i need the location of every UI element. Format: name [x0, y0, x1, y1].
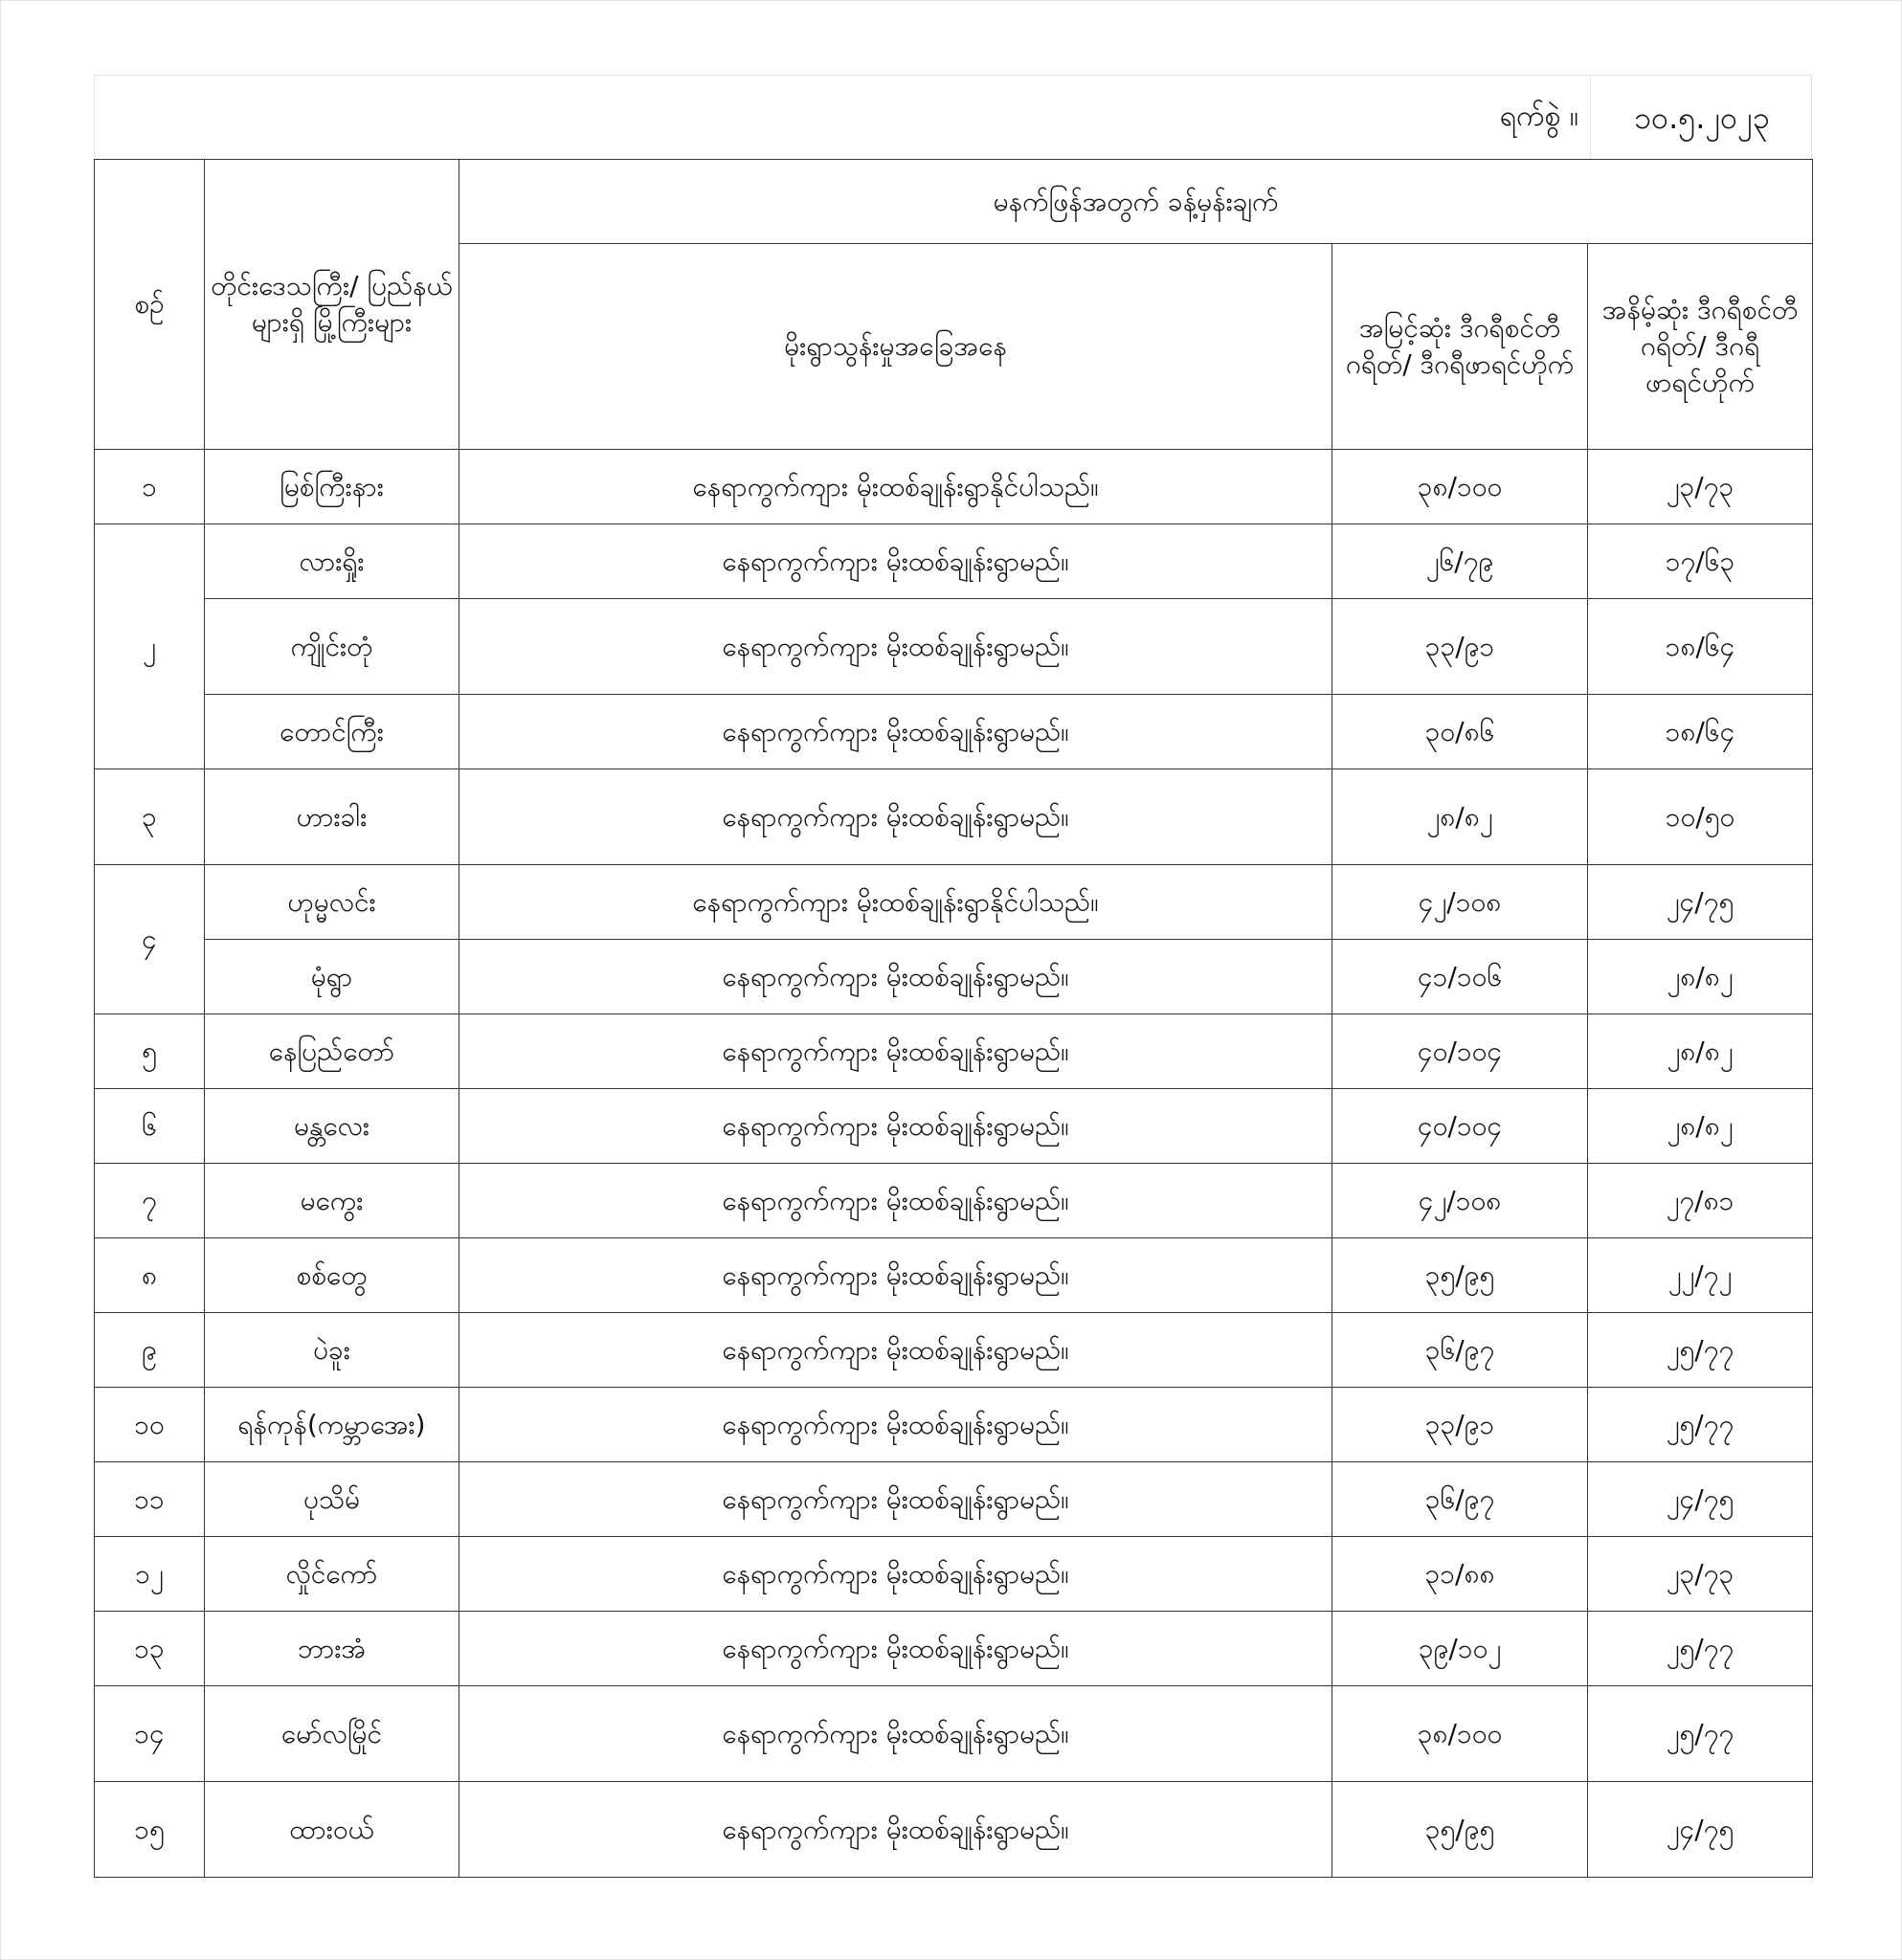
- rain-condition: နေရာကွက်ကျား မိုးထစ်ချုန်းရွာမည်။: [459, 1612, 1332, 1686]
- table-row: [95, 599, 1813, 695]
- min-temperature: ၂၅/၇၇: [1588, 1686, 1813, 1782]
- rain-condition: နေရာကွက်ကျား မိုးထစ်ချုန်းရွာနိုင်ပါသည်။: [459, 450, 1332, 524]
- row-number: ၉: [95, 1313, 205, 1388]
- table-row: [95, 450, 1813, 524]
- rain-condition: နေရာကွက်ကျား မိုးထစ်ချုန်းရွာမည်။: [459, 1164, 1332, 1238]
- max-temperature: ၄၂/၁၀၈: [1332, 1164, 1588, 1238]
- max-temperature: ၃၈/၁၀၀: [1332, 1686, 1588, 1782]
- row-number: ၅: [95, 1014, 205, 1089]
- rain-condition: နေရာကွက်ကျား မိုးထစ်ချုန်းရွာမည်။: [459, 1089, 1332, 1164]
- min-temperature: ၂၅/၇၇: [1588, 1313, 1813, 1388]
- max-temperature: ၃၁/၈၈: [1332, 1537, 1588, 1612]
- table-row: [95, 1313, 1813, 1388]
- table-row: [95, 1612, 1813, 1686]
- row-number: ၄: [95, 865, 205, 1014]
- max-temperature: ၄၂/၁၀၈: [1332, 865, 1588, 940]
- row-number: ၆: [95, 1089, 205, 1164]
- date-value: ၁၀.၅.၂၀၂၃: [1590, 76, 1813, 160]
- rain-condition: နေရာကွက်ကျား မိုးထစ်ချုန်းရွာမည်။: [459, 1388, 1332, 1462]
- city-name: နေပြည်တော်: [205, 1014, 459, 1089]
- rain-condition: နေရာကွက်ကျား မိုးထစ်ချုန်းရွာမည်။: [459, 695, 1332, 769]
- table-row: [95, 1014, 1813, 1089]
- min-temperature: ၂၈/၈၂: [1588, 940, 1813, 1014]
- header-min-temp: အနိမ့်ဆုံး ဒီဂရီစင်တီဂရိတ်/ ဒီဂရီဖာရင်ဟိုက်: [1588, 244, 1813, 450]
- min-temperature: ၂၈/၈၂: [1588, 1014, 1813, 1089]
- row-number: ၁၄: [95, 1686, 205, 1782]
- max-temperature: ၃၈/၁၀၀: [1332, 450, 1588, 524]
- row-number: ၈: [95, 1238, 205, 1313]
- city-name: လားရှိုး: [205, 524, 459, 599]
- city-name: မုံရွာ: [205, 940, 459, 1014]
- rain-condition: နေရာကွက်ကျား မိုးထစ်ချုန်းရွာမည်။: [459, 1313, 1332, 1388]
- max-temperature: ၃၆/၉၇: [1332, 1313, 1588, 1388]
- row-number: ၁၂: [95, 1537, 205, 1612]
- city-name: ဟားခါး: [205, 769, 459, 865]
- city-name: ပဲခူး: [205, 1313, 459, 1388]
- table-row: [95, 865, 1813, 940]
- min-temperature: ၁၈/၆၄: [1588, 599, 1813, 695]
- rain-condition: နေရာကွက်ကျား မိုးထစ်ချုန်းရွာမည်။: [459, 599, 1332, 695]
- max-temperature: ၃၃/၉၁: [1332, 599, 1588, 695]
- row-number: ၇: [95, 1164, 205, 1238]
- rain-condition: နေရာကွက်ကျား မိုးထစ်ချုန်းရွာမည်။: [459, 1014, 1332, 1089]
- min-temperature: ၂၂/၇၂: [1588, 1238, 1813, 1313]
- rain-condition: နေရာကွက်ကျား မိုးထစ်ချုန်းရွာနိုင်ပါသည်။: [459, 865, 1332, 940]
- rain-condition: နေရာကွက်ကျား မိုးထစ်ချုန်းရွာမည်။: [459, 1782, 1332, 1878]
- max-temperature: ၂၈/၈၂: [1332, 769, 1588, 865]
- city-name: လှိုင်ကော်: [205, 1537, 459, 1612]
- date-row: [94, 75, 1812, 159]
- row-number: ၁၅: [95, 1782, 205, 1878]
- city-name: စစ်တွေ: [205, 1238, 459, 1313]
- table-row: [95, 940, 1813, 1014]
- min-temperature: ၂၄/၇၅: [1588, 1462, 1813, 1537]
- city-name: မကွေး: [205, 1164, 459, 1238]
- rain-condition: နေရာကွက်ကျား မိုးထစ်ချုန်းရွာမည်။: [459, 769, 1332, 865]
- max-temperature: ၃၃/၉၁: [1332, 1388, 1588, 1462]
- city-name: ဟုမ္မလင်း: [205, 865, 459, 940]
- table-body: [95, 450, 1813, 1878]
- rain-condition: နေရာကွက်ကျား မိုးထစ်ချုန်းရွာမည်။: [459, 1686, 1332, 1782]
- date-label: ရက်စွဲ ။: [1499, 100, 1578, 133]
- max-temperature: ၃၆/၉၇: [1332, 1462, 1588, 1537]
- rain-condition: နေရာကွက်ကျား မိုးထစ်ချုန်းရွာမည်။: [459, 524, 1332, 599]
- min-temperature: ၂၃/၇၃: [1588, 450, 1813, 524]
- table-row: [95, 1782, 1813, 1878]
- table-row: [95, 1388, 1813, 1462]
- min-temperature: ၂၅/၇၇: [1588, 1388, 1813, 1462]
- table-row: [95, 1164, 1813, 1238]
- header-city: တိုင်းဒေသကြီး/ ပြည်နယ်များရှိ မြို့ကြီးများ: [205, 160, 459, 450]
- city-name: ဘားအံ: [205, 1612, 459, 1686]
- min-temperature: ၂၄/၇၅: [1588, 1782, 1813, 1878]
- min-temperature: ၁၇/၆၃: [1588, 524, 1813, 599]
- row-number: ၂: [95, 524, 205, 769]
- city-name: မော်လမြိုင်: [205, 1686, 459, 1782]
- min-temperature: ၁၀/၅၀: [1588, 769, 1813, 865]
- forecast-document: [94, 75, 1812, 1883]
- forecast-table: [94, 159, 1813, 1878]
- table-row: [95, 524, 1813, 599]
- city-name: တောင်ကြီး: [205, 695, 459, 769]
- table-row: [95, 695, 1813, 769]
- city-name: မန္တလေး: [205, 1089, 459, 1164]
- max-temperature: ၃၉/၁၀၂: [1332, 1612, 1588, 1686]
- table-row: [95, 1238, 1813, 1313]
- rain-condition: နေရာကွက်ကျား မိုးထစ်ချုန်းရွာမည်။: [459, 1537, 1332, 1612]
- city-name: ကျိုင်းတုံ: [205, 599, 459, 695]
- rain-condition: နေရာကွက်ကျား မိုးထစ်ချုန်းရွာမည်။: [459, 1238, 1332, 1313]
- max-temperature: ၄၀/၁၀၄: [1332, 1089, 1588, 1164]
- city-name: ပုသိမ်: [205, 1462, 459, 1537]
- rain-condition: နေရာကွက်ကျား မိုးထစ်ချုန်းရွာမည်။: [459, 940, 1332, 1014]
- min-temperature: ၂၇/၈၁: [1588, 1164, 1813, 1238]
- table-row: [95, 1686, 1813, 1782]
- table-row: [95, 1089, 1813, 1164]
- max-temperature: ၄၁/၁၀၆: [1332, 940, 1588, 1014]
- min-temperature: ၂၅/၇၇: [1588, 1612, 1813, 1686]
- max-temperature: ၃၅/၉၅: [1332, 1782, 1588, 1878]
- city-name: ထားဝယ်: [205, 1782, 459, 1878]
- header-forecast-group: မနက်ဖြန်အတွက် ခန့်မှန်းချက်: [459, 160, 1813, 244]
- max-temperature: ၄၀/၁၀၄: [1332, 1014, 1588, 1089]
- min-temperature: ၂၄/၇၅: [1588, 865, 1813, 940]
- row-number: ၁၁: [95, 1462, 205, 1537]
- header-max-temp: အမြင့်ဆုံး ဒီဂရီစင်တီဂရိတ်/ ဒီဂရီဖာရင်ဟိုက်: [1332, 244, 1588, 450]
- min-temperature: ၂၈/၈၂: [1588, 1089, 1813, 1164]
- row-number: ၃: [95, 769, 205, 865]
- header-no: စဉ်: [95, 160, 205, 450]
- rain-condition: နေရာကွက်ကျား မိုးထစ်ချုန်းရွာမည်။: [459, 1462, 1332, 1537]
- row-number: ၁၃: [95, 1612, 205, 1686]
- min-temperature: ၁၈/၆၄: [1588, 695, 1813, 769]
- table-row: [95, 1462, 1813, 1537]
- city-name: ရန်ကုန်(ကမ္ဘာအေး): [205, 1388, 459, 1462]
- max-temperature: ၃၅/၉၅: [1332, 1238, 1588, 1313]
- table-row: [95, 769, 1813, 865]
- header-condition: မိုးရွာသွန်းမှုအခြေအနေ: [459, 244, 1332, 450]
- city-name: မြစ်ကြီးနား: [205, 450, 459, 524]
- row-number: ၁: [95, 450, 205, 524]
- row-number: ၁၀: [95, 1388, 205, 1462]
- min-temperature: ၂၃/၇၃: [1588, 1537, 1813, 1612]
- table-row: [95, 1537, 1813, 1612]
- max-temperature: ၂၆/၇၉: [1332, 524, 1588, 599]
- max-temperature: ၃၀/၈၆: [1332, 695, 1588, 769]
